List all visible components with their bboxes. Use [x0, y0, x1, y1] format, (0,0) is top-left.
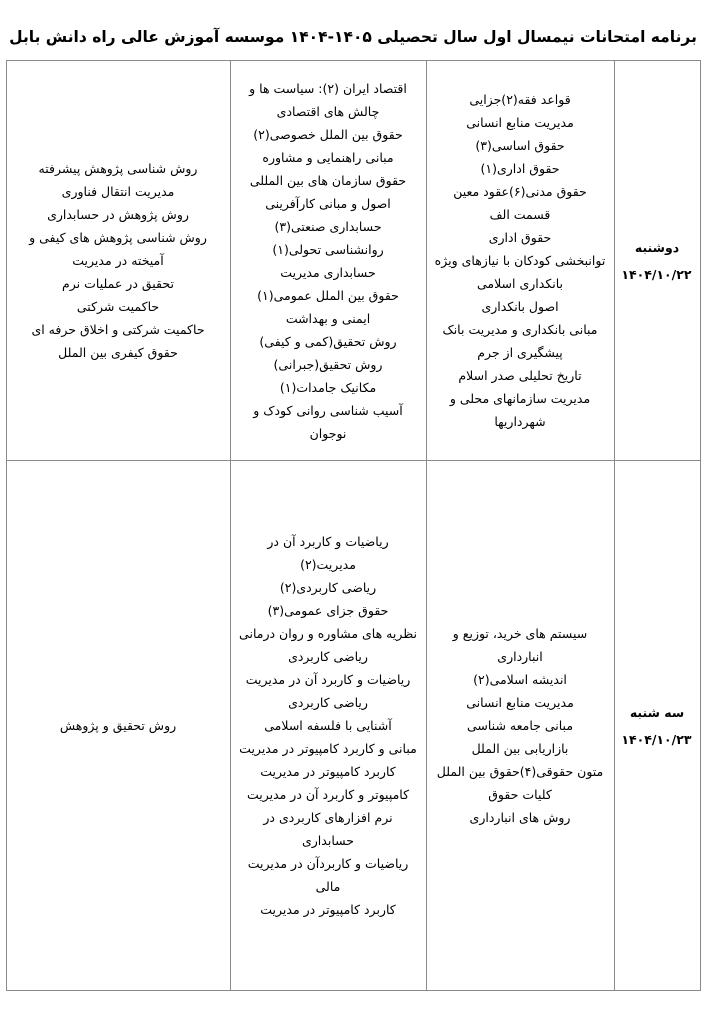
course-item: ریاضیات و کاربردآن در مدیریت مالی [247, 856, 409, 894]
course-item: روش تحقیق(کمی و کیفی) [259, 333, 397, 349]
course-item: بانکداری اسلامی [476, 276, 564, 291]
course-item: نرم افزارهای کاربردی در حسابداری [263, 810, 393, 848]
course-item: ریاضی کاربردی [288, 695, 368, 710]
course-item: حقوق سازمان های بین المللی [249, 172, 407, 188]
course-item: حقوق کیفری بین الملل [58, 345, 178, 360]
course-item: آسیب شناسی روانی کودک و نوجوان [253, 402, 403, 441]
course-item: اندیشه اسلامی(۲) [473, 672, 567, 687]
courses-cell [426, 61, 614, 461]
course-item: روش های انبارداری [469, 810, 571, 825]
course-item: پیشگیری از جرم [477, 345, 563, 360]
courses-cell [230, 61, 426, 461]
course-item: حقوق اداری [488, 230, 552, 245]
course-item: ریاضی کاربردی(۲) [279, 580, 377, 595]
date-cell [614, 61, 700, 461]
course-item: روش شناسی پژوهش پیشرفته [38, 161, 198, 176]
courses-cell [426, 461, 614, 991]
course-item: مبانی جامعه شناسی [466, 718, 574, 733]
course-item: حقوق جزای عمومی(۳) [267, 603, 389, 618]
course-item: ریاضیات و کاربرد آن در مدیریت [245, 672, 411, 687]
course-item: آشنایی با فلسفه اسلامی [264, 718, 392, 733]
course-item: حقوق مدنی(۶)عقود معین قسمت الف [453, 184, 587, 222]
course-item: حقوق اساسی(۳) [475, 138, 565, 153]
course-item: کامپیوتر و کاربرد آن در مدیریت [246, 787, 410, 802]
course-item: حاکمیت شرکتی و اخلاق حرفه ای [31, 322, 205, 337]
table-row [6, 61, 700, 461]
course-item: مدیریت انتقال فناوری [61, 184, 175, 199]
course-item: روش تحقیق و پژوهش [59, 718, 177, 733]
course-item: روش شناسی پژوهش های کیفی و آمیخته در مدیریت [29, 230, 207, 268]
course-item: حقوق بین الملل خصوصی(۲) [253, 126, 403, 142]
course-item: مبانی و کاربرد کامپیوتر در مدیریت [239, 741, 417, 756]
course-item: مبانی راهنمایی و مشاوره [262, 149, 394, 165]
course-item: سیستم های خرید، توزیع و انبارداری [452, 626, 588, 664]
course-item: تحقیق در عملیات نرم [62, 276, 174, 291]
exam-schedule-table [6, 60, 701, 991]
course-item: حسابداری صنعتی(۳) [274, 218, 382, 234]
day-label: سه شنبه [629, 704, 685, 720]
course-item: مدیریت منابع انسانی [466, 115, 574, 130]
course-item: مدیریت منابع انسانی [466, 695, 574, 710]
course-item: متون حقوقی(۴)حقوق بین الملل [436, 764, 604, 779]
course-item: کاربرد کامپیوتر در مدیریت [260, 764, 396, 779]
course-item: ریاضی کاربردی [288, 649, 368, 664]
course-item: کلیات حقوق [488, 787, 552, 802]
course-item: نظریه های مشاوره و روان درمانی [239, 626, 417, 641]
course-item: مکانیک جامدات(۱) [279, 379, 377, 395]
course-item: حاکمیت شرکتی [76, 299, 160, 314]
course-item: اصول بانکداری [481, 299, 559, 314]
course-item: روش پژوهش در حسابداری [47, 207, 189, 222]
course-item: ایمنی و بهداشت [285, 310, 371, 326]
course-item: بازاریابی بین الملل [471, 741, 569, 756]
courses-cell [6, 461, 230, 991]
day-label: دوشنبه [634, 239, 680, 255]
course-item: حقوق بین الملل عمومی(۱) [257, 287, 399, 303]
course-item: روش تحقیق(جبرانی) [273, 356, 383, 372]
course-item: اصول و مبانی کارآفرینی [265, 195, 391, 211]
course-item: کاربرد کامپیوتر در مدیریت [260, 902, 396, 917]
table-row [6, 461, 700, 991]
course-item: اقتصاد ایران (۲): سیاست ها و چالش های اقتصادی [249, 80, 407, 119]
date-label: ۱۴۰۴/۱۰/۲۳ [621, 731, 692, 747]
courses-cell [230, 461, 426, 991]
course-item: مبانی بانکداری و مدیریت بانک [442, 322, 598, 337]
course-item: مدیریت سازمانهای محلی و شهرداریها [449, 391, 591, 429]
course-item: حقوق اداری(۱) [480, 161, 560, 176]
course-item: تاریخ تحلیلی صدر اسلام [458, 368, 582, 383]
date-label: ۱۴۰۴/۱۰/۲۲ [621, 266, 692, 282]
course-item: حسابداری مدیریت [280, 264, 376, 280]
document-title: برنامه امتحانات نیمسال اول سال تحصیلی ۱۴۰۵-۱۴۰۴ موسسه آموزش عالی راه دانش بابل [9, 28, 697, 46]
course-item: روانشناسی تحولی(۱) [272, 241, 384, 257]
course-item: توانبخشی کودکان با نیازهای ویژه [434, 253, 606, 268]
course-item: ریاضیات و کاربرد آن در مدیریت(۲) [267, 534, 389, 572]
courses-cell [6, 61, 230, 461]
date-cell [614, 461, 700, 991]
course-item: قواعد فقه(۲)جزایی [469, 92, 571, 107]
